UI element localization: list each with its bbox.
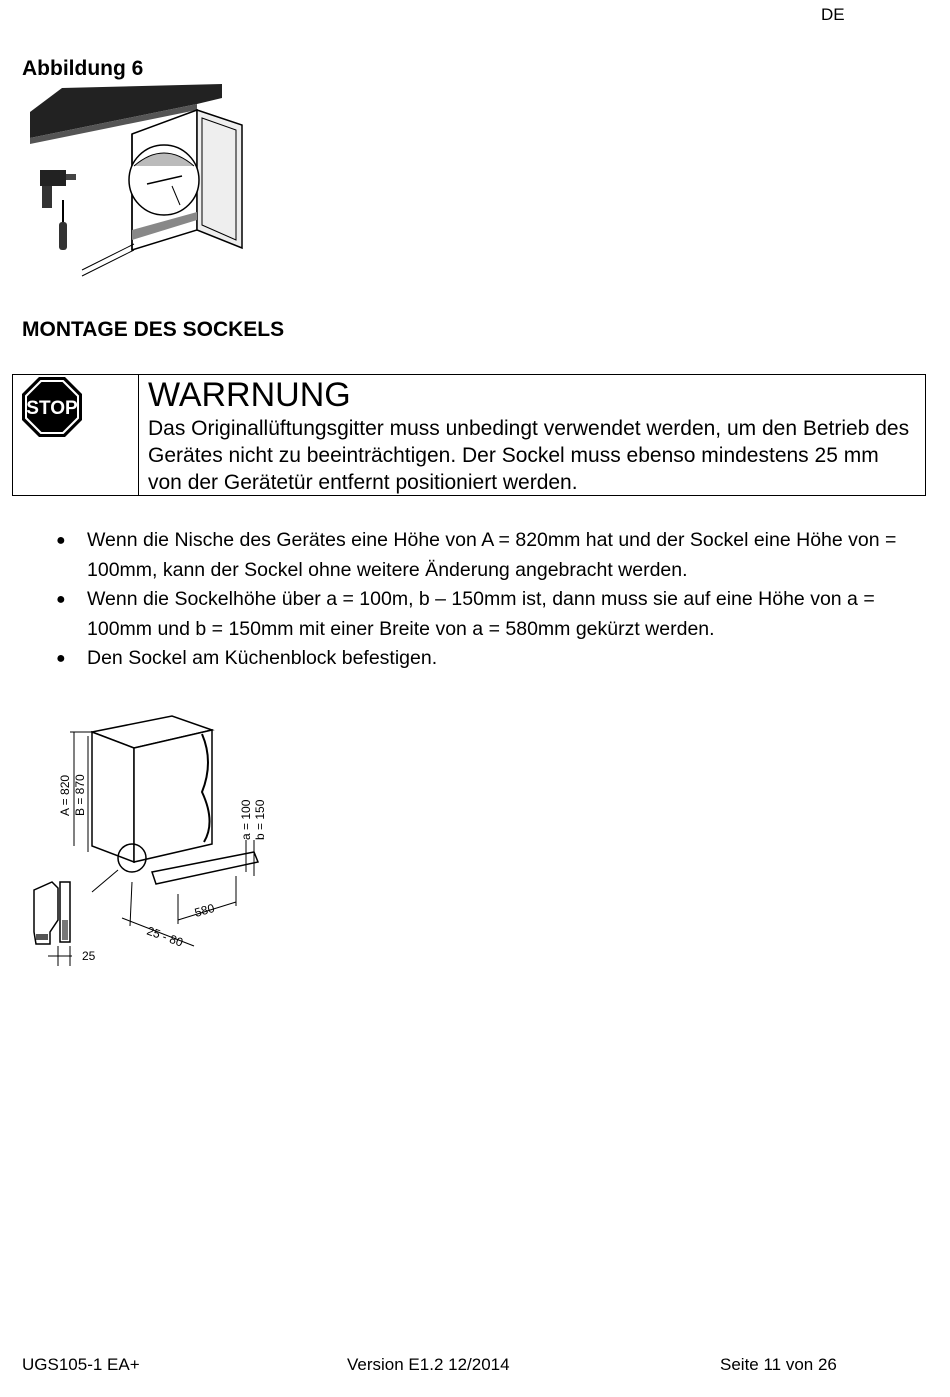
instruction-list [56, 526, 926, 674]
stop-sign-icon [21, 376, 83, 438]
list-item [56, 585, 926, 644]
warning-text: Das Originallüftungsgitter muss unbedingt verwendet werden, um den Betrieb des Gerätes nicht zu beeinträchtigen. Der Sockel muss ebenso mindestens 25 mm von der Gerätetür entfernt positioniert werden. [148, 417, 910, 494]
section-title: MONTAGE DES SOCKELS [22, 318, 285, 341]
warning-separator [138, 375, 139, 495]
figure-6-illustration [22, 80, 248, 280]
footer-model: UGS105-1 EA+ [22, 1355, 140, 1374]
dimension-label-25-80: 25 - 80 [144, 923, 185, 950]
dimension-label-B: B = 870 [73, 774, 87, 816]
footer-page-number: Seite 11 von 26 [720, 1355, 837, 1374]
dimension-label-a: a = 100 [239, 799, 253, 840]
bullet-icon: ● [56, 532, 66, 549]
warning-title: WARRNUNG [148, 376, 351, 414]
dimension-label-A: A = 820 [58, 774, 72, 816]
list-item [56, 644, 926, 674]
plinth-installation-diagram [22, 712, 278, 970]
dimension-label-580: 580 [192, 900, 217, 920]
stop-sign-label: STOP [26, 398, 78, 419]
bullet-icon: ● [56, 591, 66, 608]
bullet-icon: ● [56, 650, 66, 667]
list-item-text: Den Sockel am Küchenblock befestigen. [87, 647, 438, 669]
list-item [56, 526, 926, 585]
figure-title: Abbildung 6 [22, 57, 144, 80]
dimension-label-b: b = 150 [253, 799, 267, 840]
footer-version: Version E1.2 12/2014 [347, 1355, 510, 1374]
warning-box [12, 374, 926, 496]
list-item-text: Wenn die Nische des Gerätes eine Höhe von A = 820mm hat und der Sockel eine Höhe von = 100mm, kann der Sockel ohne weitere Änderung angebracht werden. [87, 529, 897, 581]
language-code: DE [821, 5, 845, 24]
dimension-label-25: 25 [82, 949, 96, 963]
list-item-text: Wenn die Sockelhöhe über a = 100m, b – 150mm ist, dann muss sie auf eine Höhe von a = 100mm und b = 150mm mit einer Breite von a = 580mm gekürzt werden. [87, 588, 875, 640]
